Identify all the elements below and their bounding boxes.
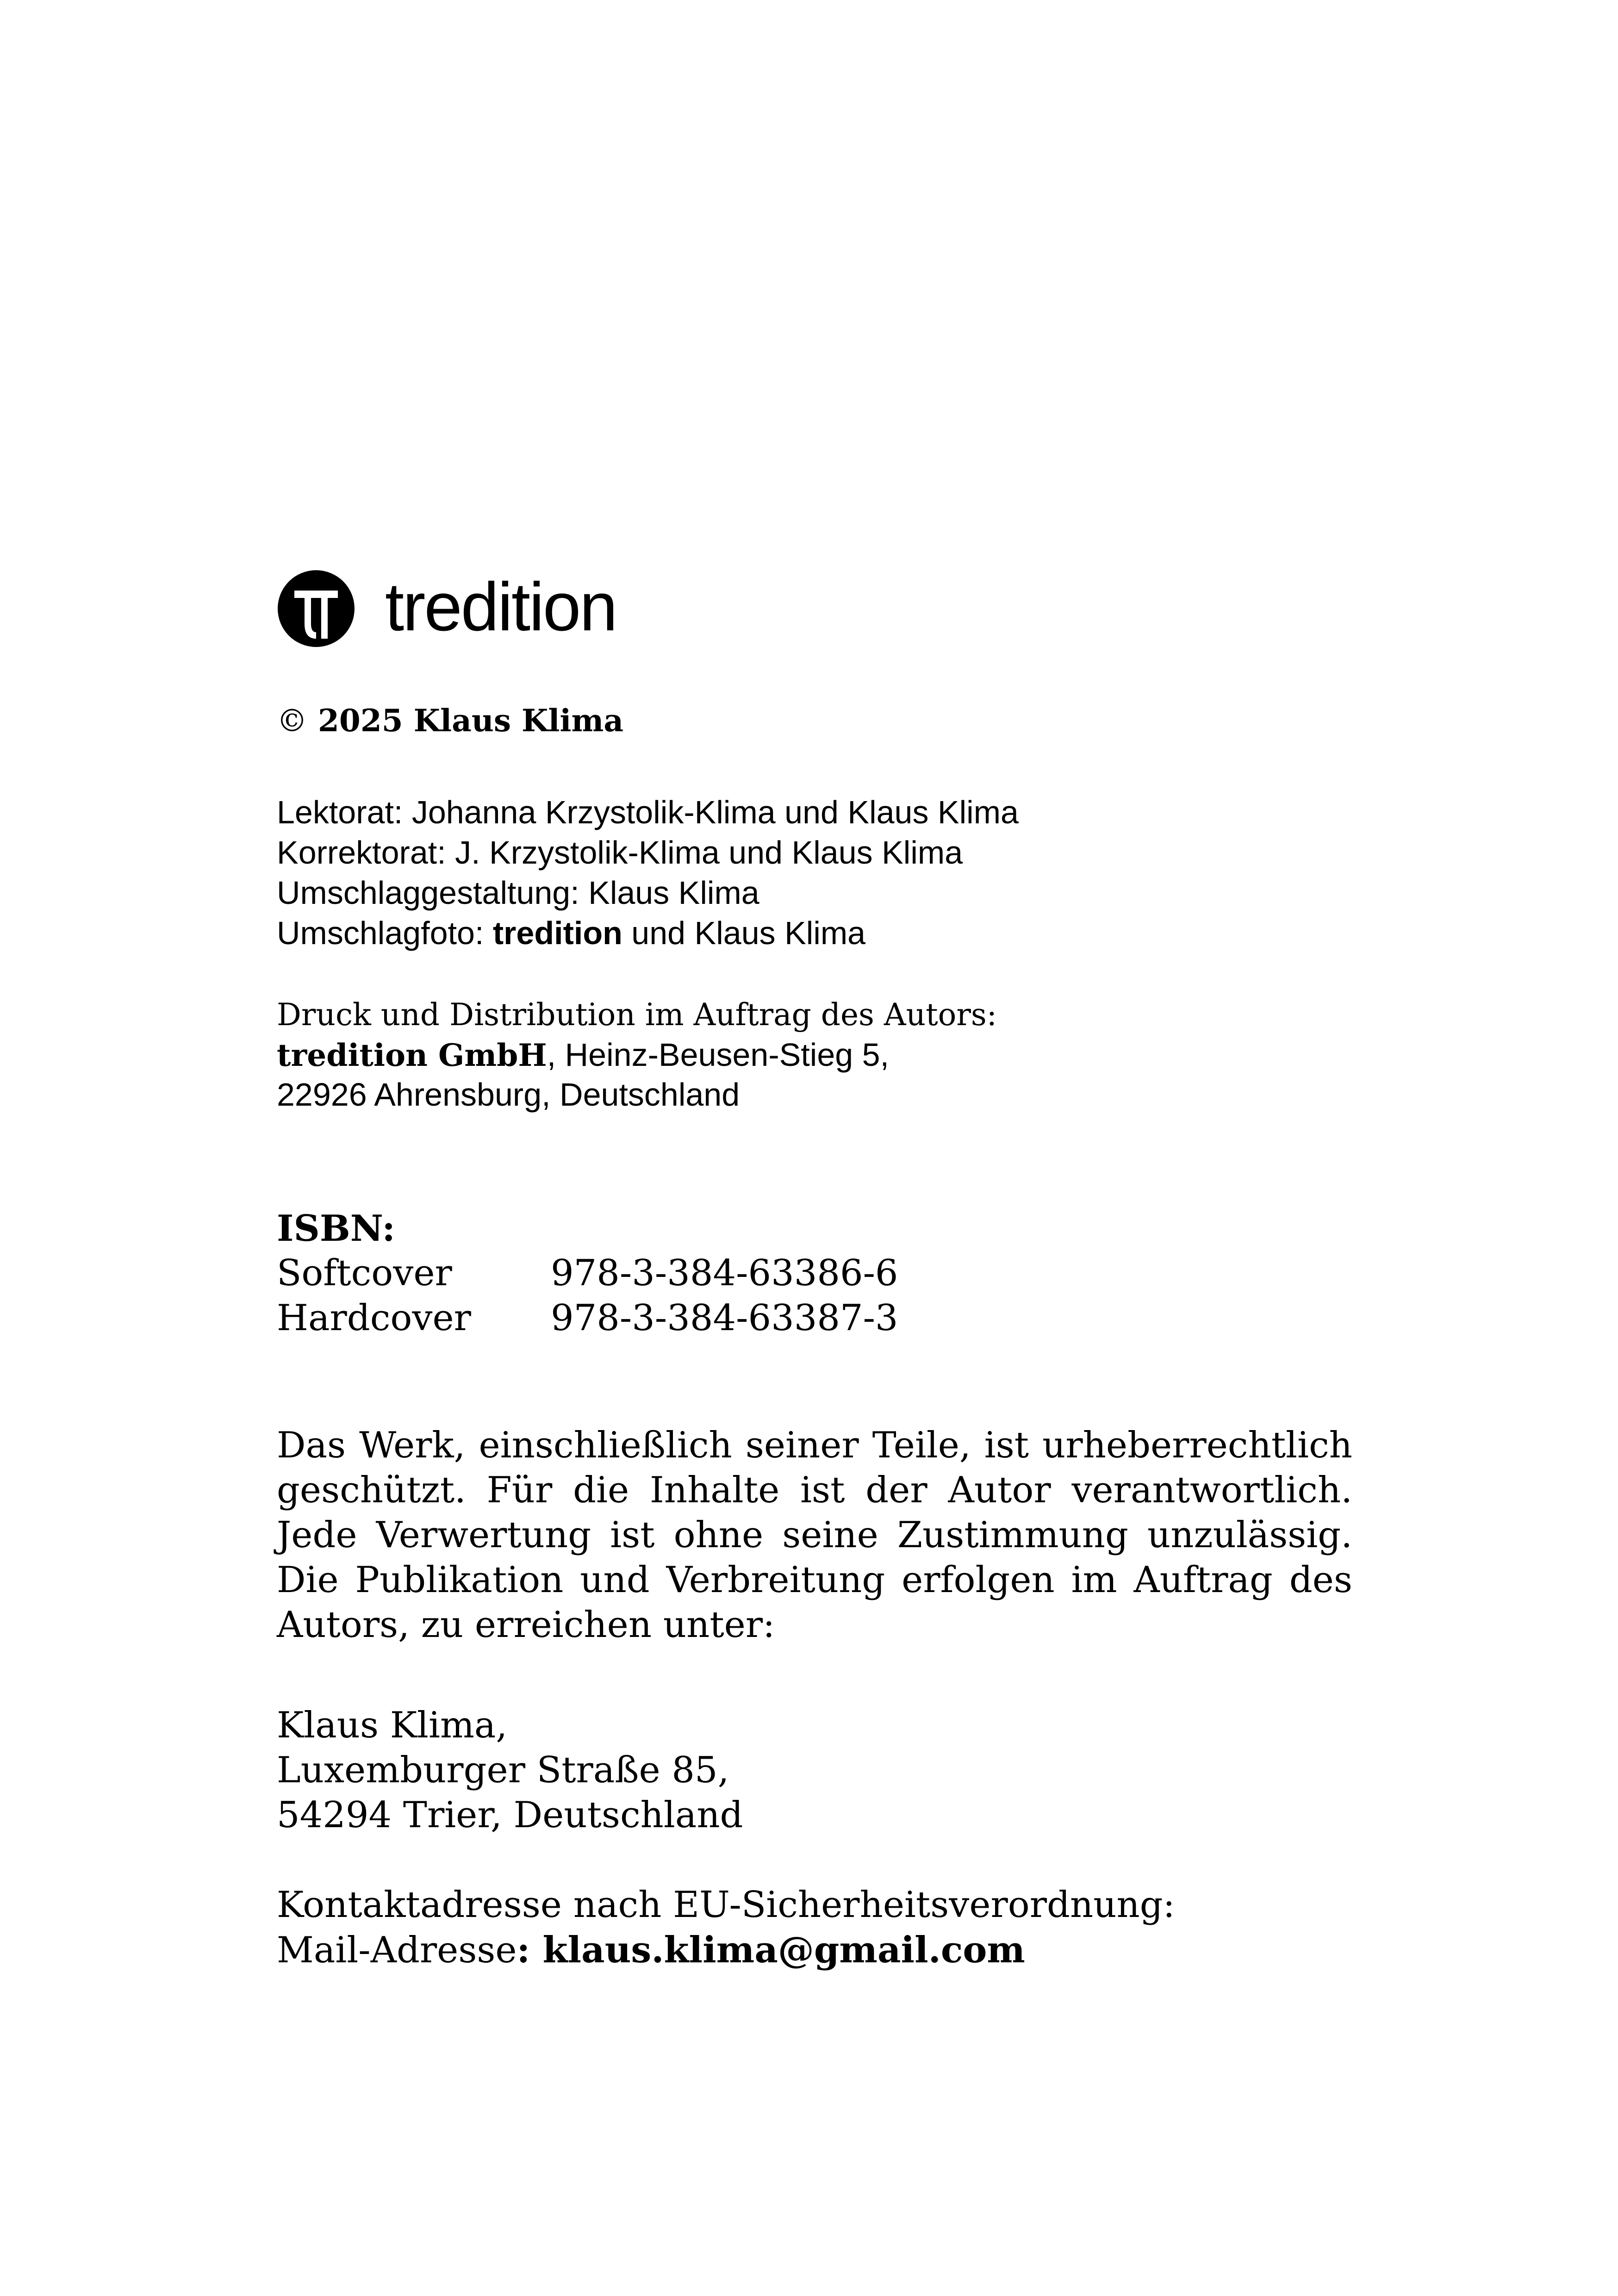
credit-korrektorat: Korrektorat: J. Krzystolik-Klima und Klaus Klima xyxy=(277,834,963,871)
address-name: Klaus Klima, xyxy=(277,1705,508,1746)
copyright-notice-paragraph: Das Werk, einschließlich seiner Teile, ist urheberrechtlich geschützt. Für die Inhalte ist der Autor verantwortlich. Jede Verwertung ist ohne seine Zustimmung unzulässig. Die Publikation und Verbreitung erfolgen im Auftrag des Autors, zu erreichen unter: xyxy=(277,1425,1352,1646)
contact-mail-line xyxy=(277,1928,1025,1973)
address-street: Luxemburger Straße 85, xyxy=(277,1749,729,1791)
credit-umschlaggestaltung: Umschlaggestaltung: Klaus Klima xyxy=(277,875,759,911)
umschlagfoto-suffix: und Klaus Klima xyxy=(622,915,866,951)
tredition-logo-icon xyxy=(277,569,355,648)
isbn-hardcover-value: 978-3-384-63387-3 xyxy=(551,1297,898,1339)
printer-city: 22926 Ahrensburg, Deutschland xyxy=(277,1076,740,1113)
contact-intro: Kontaktadresse nach EU-Sicherheitsverordnung: xyxy=(277,1884,1175,1926)
isbn-softcover-label: Softcover xyxy=(277,1252,452,1294)
umschlagfoto-prefix: Umschlagfoto: xyxy=(277,915,493,951)
mail-label: Mail-Adresse xyxy=(277,1929,517,1971)
isbn-softcover-value: 978-3-384-63386-6 xyxy=(551,1252,898,1294)
printer-intro: Druck und Distribution im Auftrag des Autors: xyxy=(277,997,997,1033)
mail-address: : klaus.klima@gmail.com xyxy=(517,1929,1025,1971)
credit-lektorat: Lektorat: Johanna Krzystolik-Klima und Klaus Klima xyxy=(277,794,1019,830)
copyright-symbol: © xyxy=(277,703,307,739)
copyright-line xyxy=(277,702,623,740)
copyright-text: 2025 Klaus Klima xyxy=(317,703,624,739)
printer-company: tredition GmbH xyxy=(277,1037,547,1073)
credit-umschlagfoto xyxy=(277,913,865,953)
isbn-hardcover-label: Hardcover xyxy=(277,1297,471,1339)
logo-wordmark: tredition xyxy=(385,569,616,645)
address-city: 54294 Trier, Deutschland xyxy=(277,1794,743,1836)
printer-company-line xyxy=(277,1035,889,1076)
isbn-heading: ISBN: xyxy=(277,1207,396,1250)
umschlagfoto-bold: tredition xyxy=(492,915,622,951)
printer-street: , Heinz-Beusen-Stieg 5, xyxy=(547,1037,890,1073)
